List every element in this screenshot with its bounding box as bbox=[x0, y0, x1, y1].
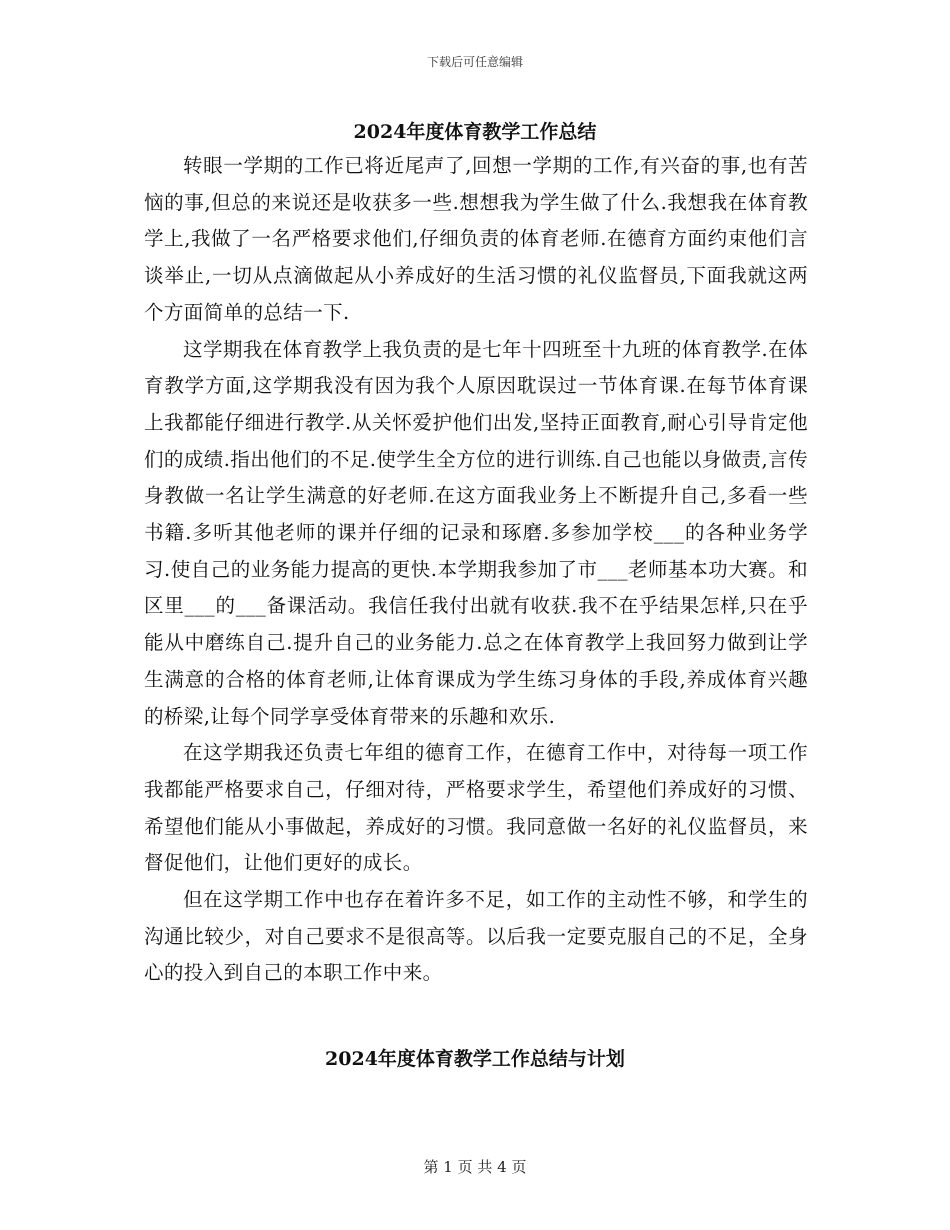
document-body bbox=[144, 148, 808, 992]
paragraph-teaching: 这学期我在体育教学上我负责的是七年十四班至十九班的体育教学.在体育教学方面,这学期我没有因为我个人原因耽误过一节体育课.在每节体育课上我都能仔细进行教学.从关怀爱护他们出发,坚持正面教育,耐心引导肯定他们的成绩.指出他们的不足.使学生全方位的进行训练.自己也能以身做责,言传身教做一名让学生满意的好老师.在这方面我业务上不断提升自己,多看一些书籍.多听其他老师的课并仔细的记录和琢磨.多参加学校___的各种业务学习.使自己的业务能力提高的更快.本学期我参加了市___老师基本功大赛。和区里___的___备课活动。我信任我付出就有收获.我不在乎结果怎样,只在乎能从中磨练自己.提升自己的业务能力.总之在体育教学上我回努力做到让学生满意的合格的体育老师,让体育课成为学生练习身体的手段,养成体育兴趣的桥梁,让每个同学享受体育带来的乐趣和欢乐. bbox=[144, 337, 808, 728]
paragraph-intro: 转眼一学期的工作已将近尾声了,回想一学期的工作,有兴奋的事,也有苦恼的事,但总的来说还是收获多一些.想想我为学生做了什么.我想我在体育教学上,我做了一名严格要求他们,仔细负责的体育老师.在德育方面约束他们言谈举止,一切从点滴做起从小养成好的生活习惯的礼仪监督员,下面我就这两个方面简单的总结一下. bbox=[144, 154, 808, 324]
section-title: 2024年度体育教学工作总结与计划 bbox=[325, 1048, 625, 1070]
download-note: 下载后可任意编辑 bbox=[426, 55, 523, 69]
page-number: 第 1 页 共 4 页 bbox=[423, 1158, 527, 1176]
paragraph-moral-education: 在这学期我还负责七年组的德育工作，在德育工作中，对待每一项工作我都能严格要求自己，仔细对待，严格要求学生，希望他们养成好的习惯、希望他们能从小事做起，养成好的习惯。我同意做一名好的礼仪监督员，来督促他们，让他们更好的成长。 bbox=[144, 741, 808, 875]
paragraph-shortcomings: 但在这学期工作中也存在着许多不足，如工作的主动性不够，和学生的沟通比较少，对自己要求不是很高等。以后我一定要克服自己的不足，全身心的投入到自己的本职工作中来。 bbox=[144, 888, 808, 985]
document-title: 2024年度体育教学工作总结 bbox=[353, 121, 597, 143]
